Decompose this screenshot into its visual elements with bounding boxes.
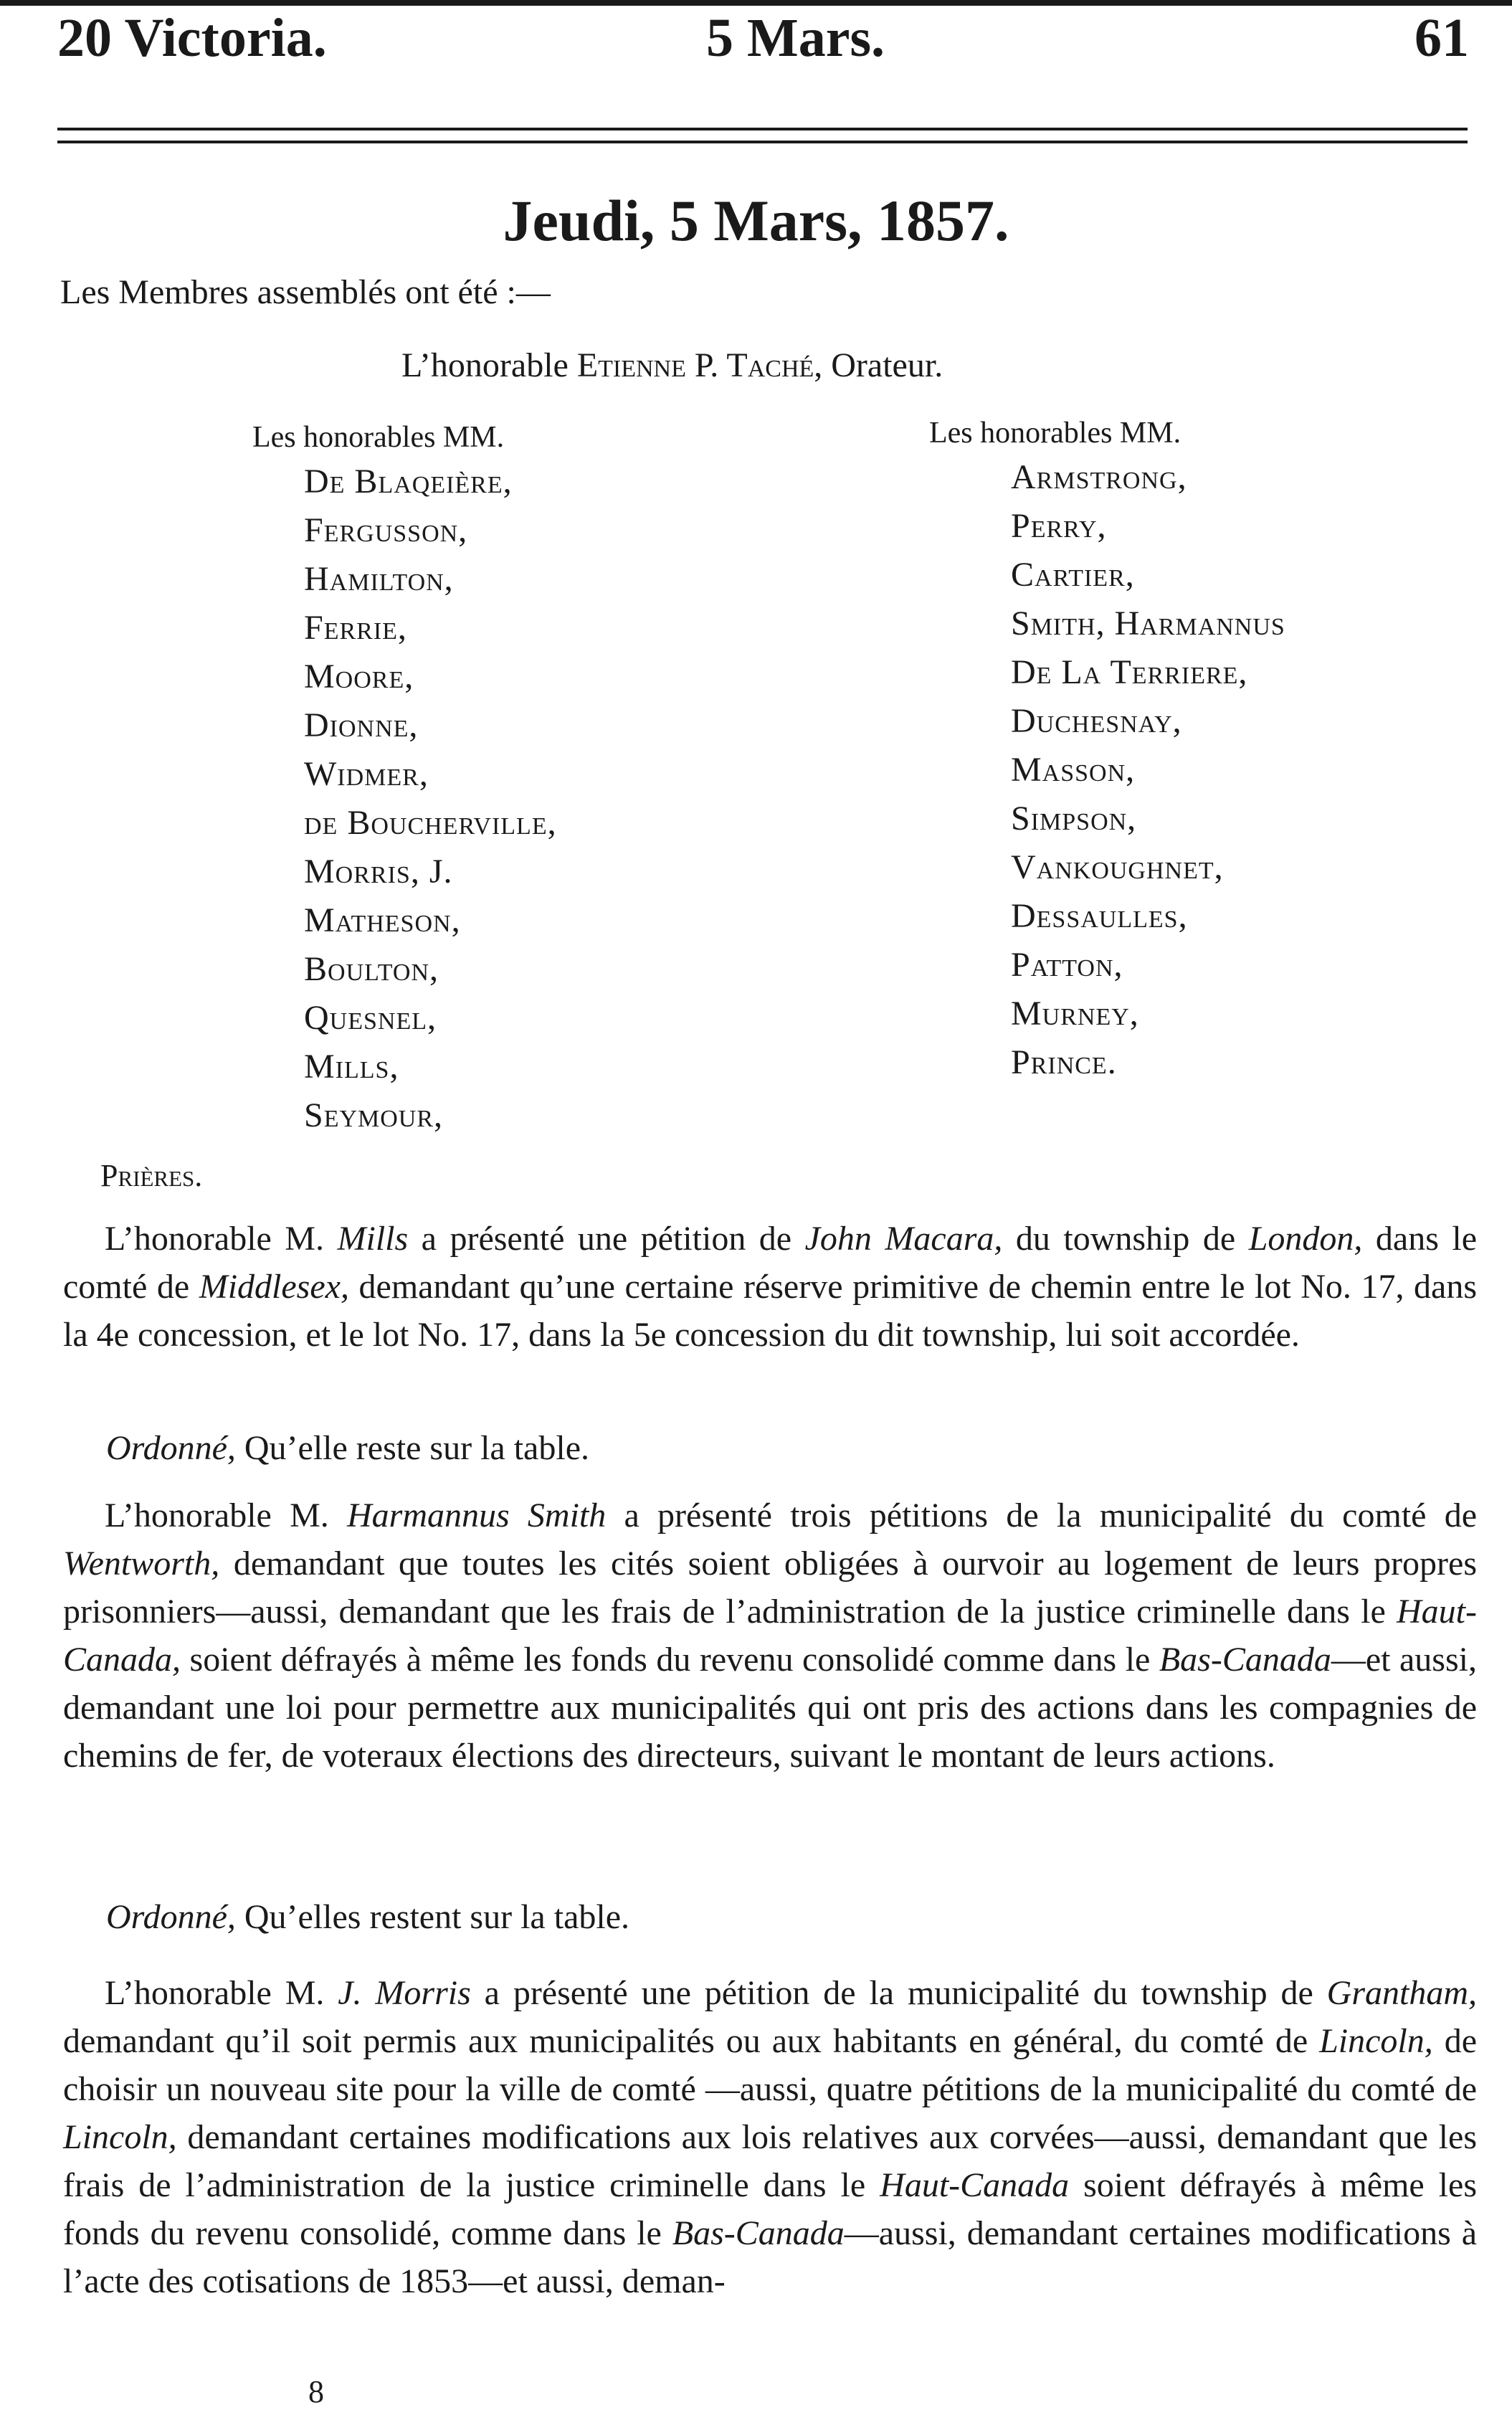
place-name: Haut-Canada <box>880 2166 1070 2204</box>
sitting-date-title: Jeudi, 5 Mars, 1857. <box>503 188 1009 253</box>
para-text: de choisir un nouveau site pour la ville de comté —aussi, quatre pétitions de la municipalité du comté de <box>63 2022 1477 2108</box>
para-text: demandant que toutes les cités soient obligées à ourvoir au logement de leurs propres prisonniers—aussi, demandant que les frais de l’administration de la justice criminelle dans le <box>63 1545 1477 1631</box>
para-text: demandant certaines modifications aux lois relatives aux corvées—aussi, demandant que les frais de l’administration de la justice criminelle dans le <box>63 2118 1477 2204</box>
petitioner-name: John Macara, <box>804 1220 1003 1258</box>
header-session: 20 Victoria. <box>57 8 327 68</box>
place-name: London, <box>1248 1220 1363 1258</box>
para-text: demandant qu’il soit permis aux municipalités ou aux habitants en général, du comté de <box>63 2022 1320 2060</box>
member-name: Boulton, <box>304 950 439 988</box>
place-name: Middlesex, <box>199 1268 349 1306</box>
order-line-1 <box>106 1424 589 1472</box>
place-name: Haut-Canada, <box>63 1593 1477 1679</box>
header-rule-upper <box>57 128 1468 131</box>
order-line-2 <box>106 1893 629 1941</box>
header-rule-lower <box>57 141 1468 143</box>
place-name: Bas-Canada <box>1159 1641 1331 1679</box>
member-name: Fergusson, <box>304 511 468 549</box>
para-text: —et aussi, demandant une loi pour permettre aux municipalités qui ont pris des actions dans les compagnies de chemins de fer, de voteraux élections des directeurs, suivant le montant de leurs actions. <box>63 1641 1478 1775</box>
member-name: Ferrie, <box>304 609 407 647</box>
para-text: dans le comté de <box>63 1220 1478 1306</box>
speaker-name: Etienne P. Taché, <box>576 346 823 384</box>
para-text: a présenté une pétition de <box>408 1220 805 1258</box>
member-name: Quesnel, <box>304 999 437 1037</box>
member-name-italic: Mills <box>337 1220 409 1258</box>
member-name: Patton, <box>1011 946 1123 984</box>
place-name: Wentworth, <box>63 1545 220 1583</box>
order-text: Qu’elle reste sur la table. <box>235 1429 589 1467</box>
member-name: de Boucherville, <box>304 804 557 842</box>
member-name: Masson, <box>1011 751 1136 789</box>
order-text: Qu’elles restent sur la table. <box>235 1898 630 1936</box>
member-name: Dionne, <box>304 706 419 744</box>
page-number: 61 <box>1414 8 1469 68</box>
para-text: a présenté trois pétitions de la municipalité du comté de <box>606 1496 1478 1534</box>
petition-paragraph-morris <box>63 1969 1477 2305</box>
member-name: Moore, <box>304 658 414 696</box>
member-name: De La Terriere, <box>1011 653 1248 691</box>
petition-paragraph-mills <box>63 1215 1477 1359</box>
running-header <box>0 6 1512 74</box>
member-name: Cartier, <box>1011 556 1135 594</box>
speaker-role: Orateur. <box>831 346 943 384</box>
place-name: Lincoln, <box>63 2118 177 2156</box>
intro-line: Les Membres assemblés ont été :— <box>60 273 551 311</box>
para-text: L’honorable M. <box>105 1496 347 1534</box>
member-name: Simpson, <box>1011 800 1137 838</box>
para-text: soient défrayés à même les fonds du revenu consolidé comme dans le <box>181 1641 1159 1679</box>
speaker-line <box>401 341 943 390</box>
member-name: De Blaqeière, <box>304 462 513 500</box>
members-right-heading: Les honorables MM. <box>929 417 1181 450</box>
member-name: Vankoughnet, <box>1011 848 1224 886</box>
order-label: Ordonné, <box>106 1898 236 1936</box>
member-name: Perry, <box>1011 507 1107 545</box>
member-name: Morris, J. <box>304 853 453 891</box>
members-left-list <box>304 457 557 1140</box>
top-edge-rule <box>0 0 1512 6</box>
petition-paragraph-smith <box>63 1491 1477 1780</box>
order-label: Ordonné, <box>106 1429 236 1467</box>
para-text: soient défrayés à même les fonds du revenu consolidé, comme dans le <box>63 2166 1478 2252</box>
speaker-prefix: L’honorable <box>401 346 569 384</box>
member-name: Duchesnay, <box>1011 702 1182 740</box>
para-text: a présenté une pétition de la municipalité du township de <box>470 1974 1327 2012</box>
members-left-heading: Les honorables MM. <box>252 421 505 454</box>
place-name: Lincoln, <box>1319 2022 1433 2060</box>
member-name: Smith, Harmannus <box>1011 604 1285 642</box>
member-name: Mills, <box>304 1048 399 1086</box>
para-text: du township de <box>1002 1220 1249 1258</box>
member-name: Dessaulles, <box>1011 897 1188 935</box>
para-text: L’honorable M. <box>105 1220 338 1258</box>
para-text: —aussi, demandant certaines modifications à l’acte des cotisations de 1853—et aussi, deman- <box>63 2214 1478 2300</box>
header-date: 5 Mars. <box>706 8 885 68</box>
member-name: Seymour, <box>304 1096 444 1134</box>
para-text: L’honorable M. <box>105 1974 338 2012</box>
member-name: Murney, <box>1011 995 1139 1033</box>
member-name-italic: Harmannus Smith <box>347 1496 607 1534</box>
para-text: demandant qu’une certaine réserve primitive de chemin entre le lot No. 17, dans la 4e concession, et le lot No. 17, dans la 5e concession du dit township, lui soit accordée. <box>63 1268 1477 1354</box>
member-name: Armstrong, <box>1011 458 1187 496</box>
signature-mark: 8 <box>308 2374 324 2409</box>
members-right-list <box>1011 453 1285 1087</box>
place-name: Grantham, <box>1326 1974 1477 2012</box>
member-name: Hamilton, <box>304 560 454 598</box>
member-name: Prince. <box>1011 1043 1117 1081</box>
member-name: Matheson, <box>304 901 461 939</box>
member-name-italic: J. Morris <box>338 1974 471 2012</box>
prayers-note: Prières. <box>100 1158 203 1193</box>
place-name: Bas-Canada <box>672 2214 845 2252</box>
member-name: Widmer, <box>304 755 429 793</box>
